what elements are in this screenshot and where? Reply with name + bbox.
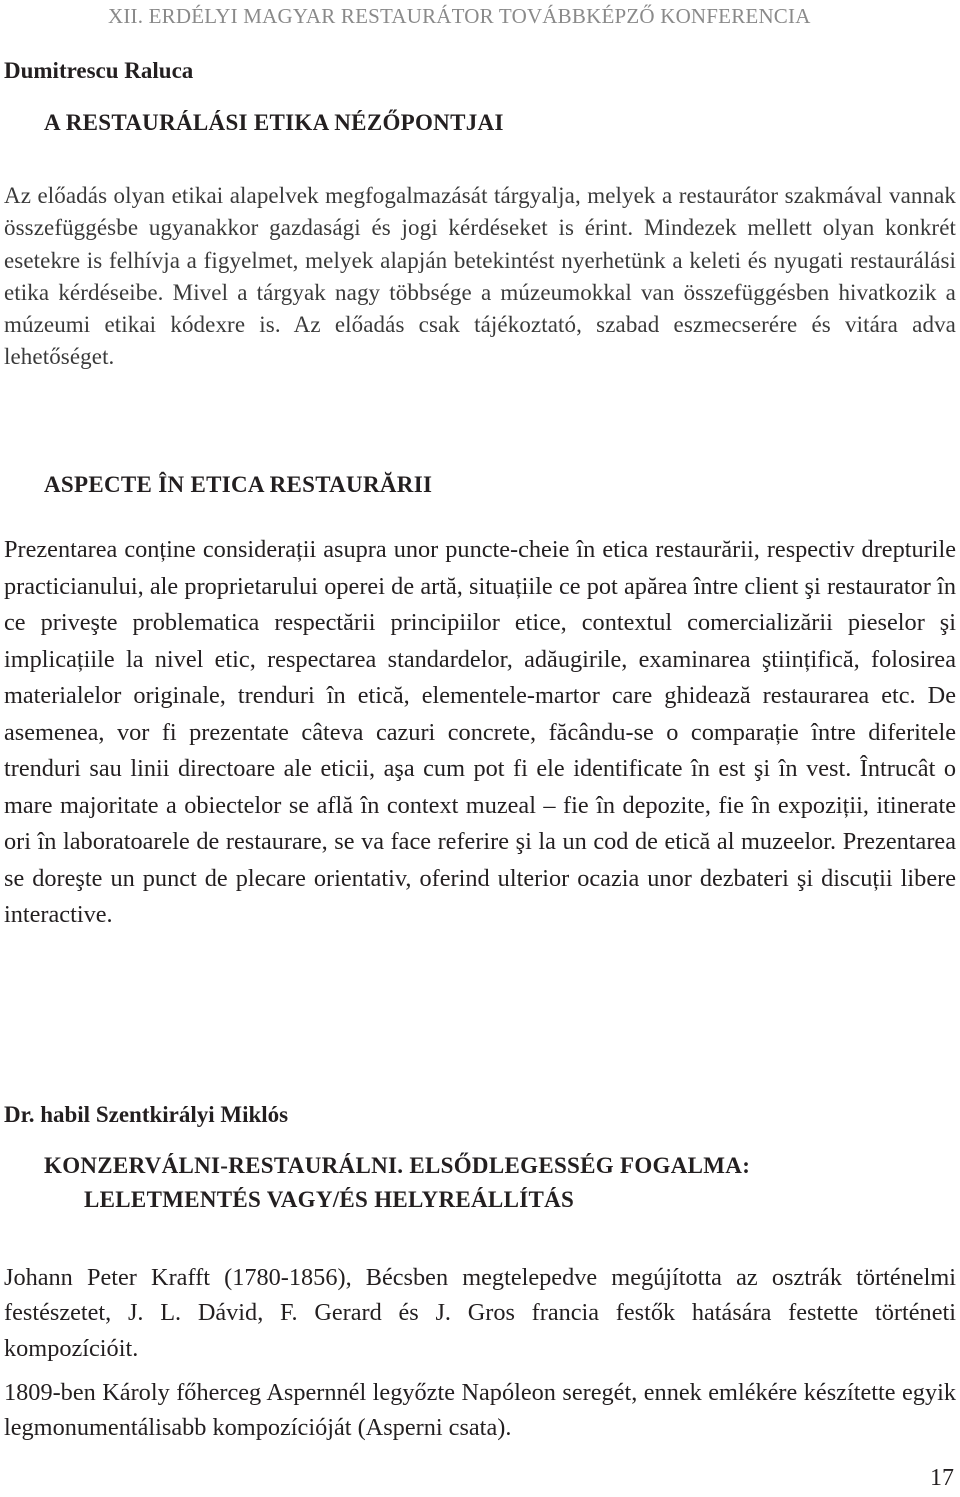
abstract-body-ro: Prezentarea conține considerații asupra unor puncte-cheie în etica restaurării, respectiv drepturile practicianului, ale proprietarului operei de artă, situațiile ce pot apărea între client şi restaurator în ce priveşte problematica respectării principiilor etice, contextul comercializării pieselor şi implicațiile la nivel etic, respectarea standardelor, adăugirile, examinarea ştiințifică, folosirea materialelor originale, trenduri în etică, elementele-martor care ghidează restaurarea etc. De asemenea, vor fi prezentate câteva cazuri concrete, făcându-se o comparație între diferitele trenduri sau linii directoare ale eticii, aşa cum pot fi ele identificate în est şi în vest. Întrucât o mare majoritate a obiectelor se află în context muzeal – fie în depozite, fie în expoziții, itinerate ori în laboratoarele de restaurare, se va face referire şi la un cod de etică al muzeelor. Prezentarea se doreşte un punct de plecare orientativ, oferind ulterior ocazia unor dezbateri şi discuții libere interactive. [4,536,956,928]
abstract-title-hu: A RESTAURÁLÁSI ETIKA NÉZŐPONTJAI [44,110,504,135]
author-name: Dumitrescu Raluca [4,58,194,83]
abstract-title-2-line2: LELETMENTÉS VAGY/ÉS HELYREÁLLÍTÁS [84,1187,575,1212]
abstract-title-ro: ASPECTE ÎN ETICA RESTAURĂRII [44,472,433,497]
author-name-2: Dr. habil Szentkirályi Miklós [4,1102,289,1127]
page-number: 17 [930,1465,954,1491]
abstract-title-2-line1: KONZERVÁLNI-RESTAURÁLNI. ELSŐDLEGESSÉG FOGALMA: [44,1153,751,1178]
abstract-body-2-para2: 1809-ben Károly főherceg Aspernnél legyőzte Napóleon seregét, ennek emlékére készítette egyik legmonumentálisabb kompozícióját (Asperni csata). [4,1379,956,1442]
running-header: XII. ERDÉLYI MAGYAR RESTAURÁTOR TOVÁBBKÉPZŐ KONFERENCIA [108,4,811,28]
abstract-body-2-para1: Johann Peter Krafft (1780-1856), Bécsben megtelepedve megújította az osztrák történelmi festészetet, J. L. Dávid, F. Gerard és J. Gros francia festők hatására festette történeti kompozícióit. [4,1264,956,1362]
abstract-body-hu: Az előadás olyan etikai alapelvek megfogalmazását tárgyalja, melyek a restaurátor szakmával vannak összefüggésbe ugyanakkor gazdasági és jogi kérdéseket is érint. Mindezek mellett olyan konkrét esetekre is felhívja a figyelmet, melyek alapján betekintést nyerhetünk a keleti és nyugati restaurálási etika kérdéseibe. Mivel a tárgyak nagy többsége a múzeumokkal van összefüggésben hivatkozik a múzeumi etikai kódexre is. Az előadás csak tájékoztató, szabad eszmecserére és vitára adva lehetőséget. [4,183,956,370]
